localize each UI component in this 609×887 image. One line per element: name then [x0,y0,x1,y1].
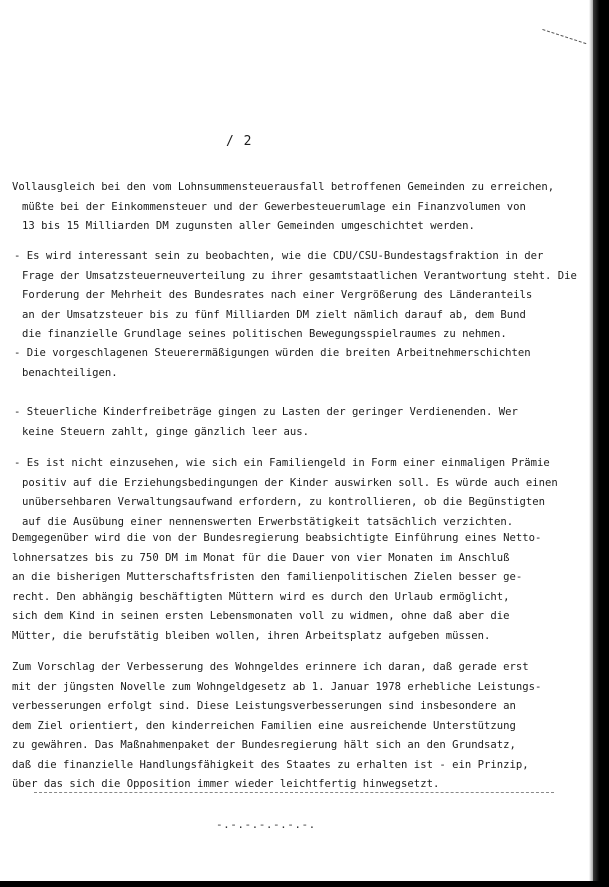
text-line: Mütter, die berufstätig bleiben wollen, ihren Arbeitsplatz aufgeben müssen. [12,629,491,642]
paragraph [12,529,560,646]
text-line: Vollausgleich bei den vom Lohnsummensteuerausfall betroffenen Gemeinden zu erreichen, [12,181,555,193]
text-line: Demgegenüber wird die von der Bundesregierung beabsichtigte Einführung eines Netto- [12,532,542,544]
paragraph [12,658,560,795]
text-line: - Es ist nicht einzusehen, wie sich ein Familiengeld in Form einer einmaligen Prämie [4,454,560,474]
footer-rule [34,792,554,795]
bullet-paragraph [12,454,560,532]
scan-mark [542,29,587,46]
text-line: - Es wird interessant sein zu beobachten, wie die CDU/CSU-Bundestagsfraktion in der [4,247,560,267]
text-line: Zum Vorschlag der Verbesserung des Wohngeldes erinnere ich daran, daß gerade erst [12,661,529,673]
bullet-paragraph [12,247,577,345]
scan-border-right [593,0,609,887]
text-line: keine Steuern zahlt, ginge gänzlich leer aus. [22,425,310,438]
text-line: unübersehbaren Verwaltungsaufwand erfordern, zu kontrollieren, ob die Begünstigten [22,496,545,508]
text-line: über das sich die Opposition immer wieder leichtfertig hinwegsetzt. [12,778,440,790]
text-line: mit der jüngsten Novelle zum Wohngeldgesetz ab 1. Januar 1978 erhebliche Leistungs- [12,680,542,693]
text-line: lohnersatzes bis zu 750 DM im Monat für die Dauer von vier Monaten im Anschluß [12,551,510,564]
text-line: auf die Ausübung einer nennenswerten Erwerbstätigkeit tatsächlich verzichten. [22,515,514,528]
text-line: Frage der Umsatzsteuerneuverteilung zu ihrer gesamtstaatlichen Verantwortung steht. Die [22,269,577,282]
text-line: positiv auf die Erziehungsbedingungen der Kinder auswirken soll. Es würde auch einen [22,476,558,489]
text-line: müßte bei der Einkommensteuer und der Gewerbesteuerumlage ein Finanzvolumen von [22,200,526,213]
text-line: recht. Den abhängig beschäftigten Müttern wird es durch den Urlaub ermöglicht, [12,590,510,603]
text-line: die finanzielle Grundlage seines politischen Bewegungsspielraumes zu nehmen. [22,328,507,340]
bullet-paragraph [12,403,560,442]
paragraph [12,178,560,237]
text-line: sich dem Kind in seinen ersten Lebensmonaten voll zu widmen, ohne daß aber die [12,610,510,622]
text-line: daß die finanzielle Handlungsfähigkeit des Staates zu erhalten ist - ein Prinzip, [12,758,529,771]
text-line: benachteiligen. [22,366,118,379]
text-line: verbesserungen erfolgt sind. Diese Leistungsverbesserungen sind insbesondere an [12,700,516,712]
text-line: zu gewähren. Das Maßnahmenpaket der Bundesregierung hält sich an den Grundsatz, [12,739,516,751]
text-line: dem Ziel orientiert, den kinderreichen Familien eine ausreichende Unterstützung [12,719,516,732]
text-line: Forderung der Mehrheit des Bundesrates nach einer Vergrößerung des Länderanteils [22,289,533,301]
text-line: an die bisherigen Mutterschaftsfristen den familienpolitischen Zielen besser ge- [12,571,523,583]
text-line: - Die vorgeschlagenen Steuerermäßigungen würden die breiten Arbeitnehmerschichten [4,344,560,364]
footer-dots: -.-.-.-.-.-.-. [216,818,316,831]
bullet-paragraph [12,344,560,383]
text-line: - Steuerliche Kinderfreibeträge gingen zu Lasten der geringer Verdienenden. Wer [4,403,560,423]
page-number: / 2 [226,134,253,149]
text-line: 13 bis 15 Milliarden DM zugunsten aller Gemeinden umgeschichtet werden. [22,220,475,232]
scan-border-bottom [0,881,609,887]
text-line: an der Umsatzsteuer bis zu fünf Milliarden DM zielt nämlich darauf ab, dem Bund [22,308,526,321]
